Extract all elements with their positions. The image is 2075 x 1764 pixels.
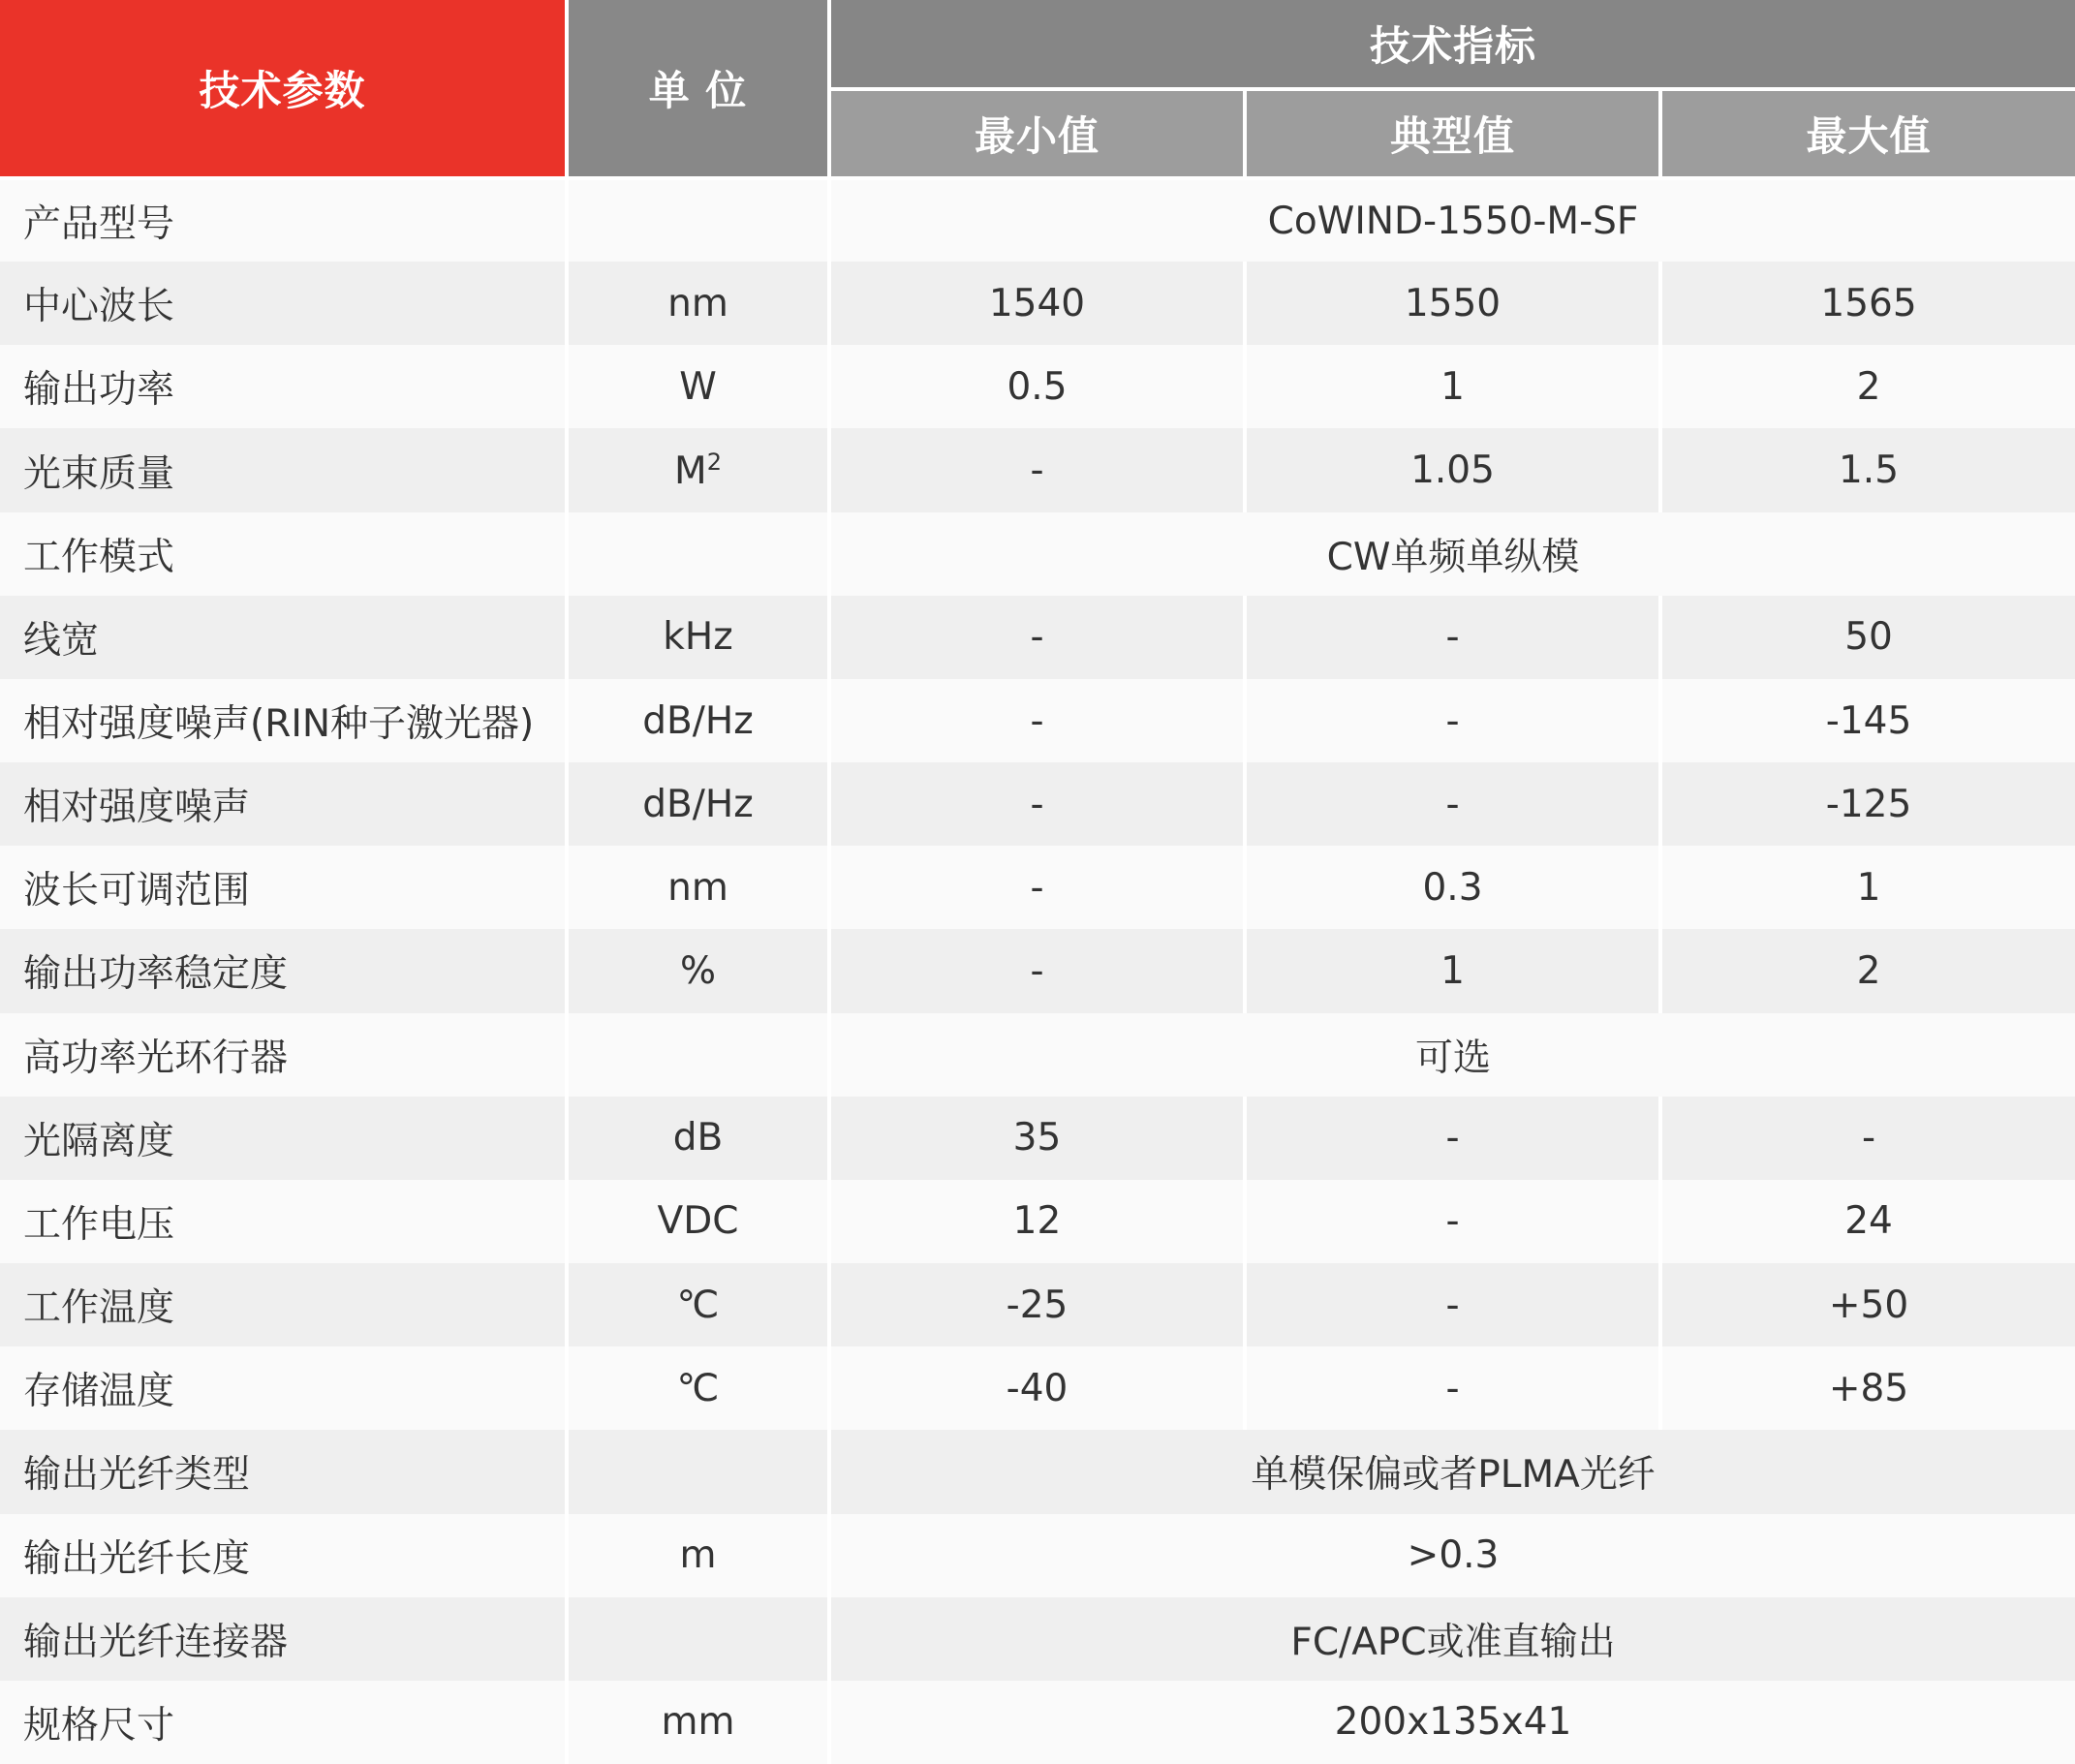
unit-cell bbox=[567, 345, 829, 428]
table-row bbox=[0, 512, 2075, 596]
table-row bbox=[0, 596, 2075, 679]
table-row bbox=[0, 1263, 2075, 1346]
max-value-cell: +50 bbox=[1660, 1263, 2075, 1346]
typ-value-cell: - bbox=[1245, 1346, 1660, 1430]
max-value-cell: 1.5 bbox=[1660, 428, 2075, 511]
unit-cell bbox=[567, 1681, 829, 1764]
unit-cell bbox=[567, 262, 829, 345]
unit-cell bbox=[567, 679, 829, 762]
unit-text: W bbox=[679, 364, 717, 409]
unit-cell bbox=[567, 1346, 829, 1430]
param-cell: 中心波长 bbox=[0, 262, 567, 345]
unit-text: dB/Hz bbox=[642, 698, 754, 743]
unit-text: nm bbox=[667, 281, 728, 325]
table-row bbox=[0, 178, 2075, 262]
min-value-cell: - bbox=[829, 929, 1245, 1012]
table-row bbox=[0, 428, 2075, 511]
param-cell: 线宽 bbox=[0, 596, 567, 679]
max-value-cell: 1 bbox=[1660, 846, 2075, 929]
param-cell: 相对强度噪声 bbox=[0, 762, 567, 846]
merged-value-cell: 可选 bbox=[829, 1013, 2075, 1097]
table-header bbox=[0, 0, 2075, 178]
param-cell: 工作温度 bbox=[0, 1263, 567, 1346]
param-cell: 相对强度噪声(RIN种子激光器) bbox=[0, 679, 567, 762]
header-typ: 典型值 bbox=[1245, 89, 1660, 178]
unit-cell bbox=[567, 178, 829, 262]
typ-value-cell: 1 bbox=[1245, 345, 1660, 428]
unit-text: ℃ bbox=[676, 1283, 720, 1327]
max-value-cell: 2 bbox=[1660, 345, 2075, 428]
unit-cell bbox=[567, 1597, 829, 1681]
table-row bbox=[0, 345, 2075, 428]
min-value-cell: 0.5 bbox=[829, 345, 1245, 428]
table-row bbox=[0, 679, 2075, 762]
max-value-cell: -145 bbox=[1660, 679, 2075, 762]
merged-value-cell: >0.3 bbox=[829, 1514, 2075, 1597]
unit-text: dB/Hz bbox=[642, 782, 754, 826]
table-row bbox=[0, 1346, 2075, 1430]
typ-value-cell: - bbox=[1245, 1180, 1660, 1263]
max-value-cell: 24 bbox=[1660, 1180, 2075, 1263]
param-cell: 高功率光环行器 bbox=[0, 1013, 567, 1097]
unit-cell bbox=[567, 512, 829, 596]
unit-cell bbox=[567, 1180, 829, 1263]
unit-text: dB bbox=[672, 1116, 724, 1161]
header-spec-group: 技术指标 bbox=[829, 0, 2075, 89]
param-cell: 产品型号 bbox=[0, 178, 567, 262]
min-value-cell: - bbox=[829, 679, 1245, 762]
unit-text: kHz bbox=[663, 615, 733, 660]
unit-cell bbox=[567, 1097, 829, 1180]
min-value-cell: 1540 bbox=[829, 262, 1245, 345]
max-value-cell: +85 bbox=[1660, 1346, 2075, 1430]
merged-value-cell: CoWIND-1550-M-SF bbox=[829, 178, 2075, 262]
table-row bbox=[0, 762, 2075, 846]
table-row bbox=[0, 1597, 2075, 1681]
param-cell: 光束质量 bbox=[0, 428, 567, 511]
unit-text: m bbox=[679, 1533, 717, 1578]
unit-text: % bbox=[679, 948, 717, 993]
param-cell: 输出功率 bbox=[0, 345, 567, 428]
unit-text: M bbox=[674, 449, 707, 493]
unit-text: mm bbox=[661, 1700, 735, 1745]
header-min: 最小值 bbox=[829, 89, 1245, 178]
min-value-cell: 35 bbox=[829, 1097, 1245, 1180]
merged-value-cell: 单模保偏或者PLMA光纤 bbox=[829, 1430, 2075, 1513]
param-cell: 输出光纤长度 bbox=[0, 1514, 567, 1597]
unit-superscript: 2 bbox=[706, 448, 722, 476]
merged-value-cell: CW单频单纵模 bbox=[829, 512, 2075, 596]
min-value-cell: - bbox=[829, 846, 1245, 929]
typ-value-cell: - bbox=[1245, 762, 1660, 846]
unit-cell bbox=[567, 596, 829, 679]
typ-value-cell: - bbox=[1245, 1097, 1660, 1180]
table-row bbox=[0, 1013, 2075, 1097]
max-value-cell: 2 bbox=[1660, 929, 2075, 1012]
unit-cell bbox=[567, 1013, 829, 1097]
table-row bbox=[0, 929, 2075, 1012]
table-row bbox=[0, 1681, 2075, 1764]
min-value-cell: - bbox=[829, 596, 1245, 679]
unit-cell bbox=[567, 1514, 829, 1597]
unit-text: VDC bbox=[657, 1199, 739, 1244]
header-unit: 单 位 bbox=[567, 0, 829, 178]
min-value-cell: -40 bbox=[829, 1346, 1245, 1430]
param-cell: 波长可调范围 bbox=[0, 846, 567, 929]
param-cell: 输出光纤类型 bbox=[0, 1430, 567, 1513]
min-value-cell: 12 bbox=[829, 1180, 1245, 1263]
max-value-cell: 1565 bbox=[1660, 262, 2075, 345]
table-row bbox=[0, 262, 2075, 345]
param-cell: 光隔离度 bbox=[0, 1097, 567, 1180]
param-cell: 工作模式 bbox=[0, 512, 567, 596]
unit-cell bbox=[567, 929, 829, 1012]
unit-text: ℃ bbox=[676, 1366, 720, 1410]
merged-value-cell: FC/APC或准直输出 bbox=[829, 1597, 2075, 1681]
table-row bbox=[0, 1097, 2075, 1180]
typ-value-cell: - bbox=[1245, 679, 1660, 762]
typ-value-cell: 1 bbox=[1245, 929, 1660, 1012]
max-value-cell: - bbox=[1660, 1097, 2075, 1180]
typ-value-cell: 1550 bbox=[1245, 262, 1660, 345]
param-cell: 输出光纤连接器 bbox=[0, 1597, 567, 1681]
unit-cell bbox=[567, 762, 829, 846]
param-cell: 工作电压 bbox=[0, 1180, 567, 1263]
typ-value-cell: 0.3 bbox=[1245, 846, 1660, 929]
max-value-cell: -125 bbox=[1660, 762, 2075, 846]
merged-value-cell: 200x135x41 bbox=[829, 1681, 2075, 1764]
header-row-top bbox=[0, 0, 2075, 89]
param-cell: 存储温度 bbox=[0, 1346, 567, 1430]
max-value-cell: 50 bbox=[1660, 596, 2075, 679]
unit-cell bbox=[567, 1263, 829, 1346]
table-row bbox=[0, 1514, 2075, 1597]
table-row bbox=[0, 846, 2075, 929]
unit-cell bbox=[567, 846, 829, 929]
unit-text: nm bbox=[667, 865, 728, 910]
table-row bbox=[0, 1430, 2075, 1513]
typ-value-cell: 1.05 bbox=[1245, 428, 1660, 511]
typ-value-cell: - bbox=[1245, 596, 1660, 679]
typ-value-cell: - bbox=[1245, 1263, 1660, 1346]
unit-cell bbox=[567, 1430, 829, 1513]
table-row bbox=[0, 1180, 2075, 1263]
table-body bbox=[0, 178, 2075, 1764]
min-value-cell: -25 bbox=[829, 1263, 1245, 1346]
param-cell: 规格尺寸 bbox=[0, 1681, 567, 1764]
min-value-cell: - bbox=[829, 428, 1245, 511]
unit-cell bbox=[567, 428, 829, 511]
min-value-cell: - bbox=[829, 762, 1245, 846]
param-cell: 输出功率稳定度 bbox=[0, 929, 567, 1012]
header-max: 最大值 bbox=[1660, 89, 2075, 178]
header-param: 技术参数 bbox=[0, 0, 567, 178]
